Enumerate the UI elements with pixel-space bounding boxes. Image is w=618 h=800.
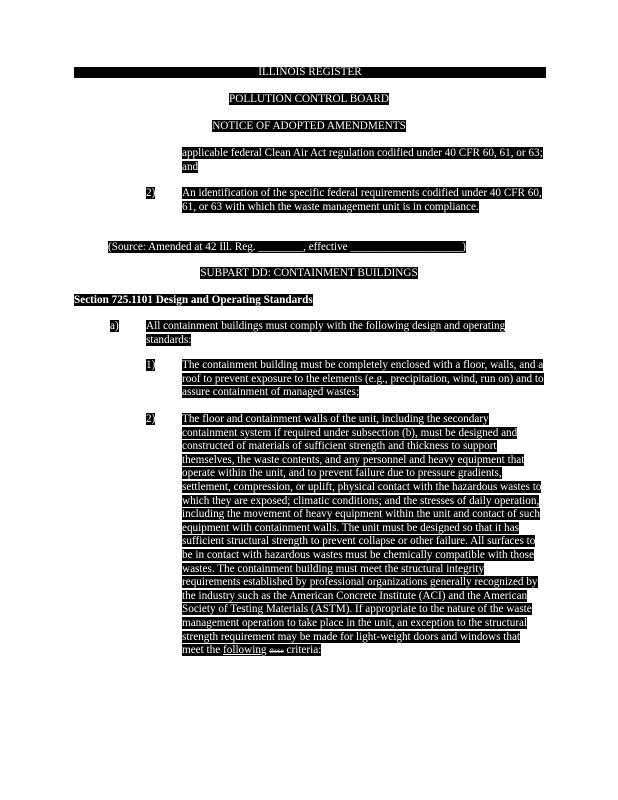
item-prev-2-text: An identification of the specific federal requirements codified under 40 CFR 60, 61, or 63 with which the waste management unit is in compliance. [182, 187, 542, 213]
register-title: ILLINOIS REGISTER [258, 66, 362, 78]
item-1-paragraph [182, 359, 544, 400]
board-title-row [0, 93, 618, 105]
item-2-number-row [146, 413, 155, 425]
section-title: Section 725.1101 Design and Operating Standards [74, 294, 313, 306]
item-2-inserted-word: following [223, 644, 267, 657]
item-2-struck-word: these [269, 647, 284, 656]
item-1-text: The containment building must be completely enclosed with a floor, walls, and a roof to prevent exposure to the elements (e.g., precipitation, wind, run on) and to assure containment of managed wastes; [182, 359, 544, 399]
item-prev-2-number-row [146, 187, 155, 199]
board-title: POLLUTION CONTROL BOARD [229, 93, 389, 105]
item-2-number: 2) [146, 413, 156, 425]
source-line-row [108, 241, 466, 253]
item-1-number: 1) [146, 359, 156, 371]
subpart-title: SUBPART DD: CONTAINMENT BUILDINGS [200, 267, 418, 279]
subpart-title-row [0, 267, 618, 279]
item-2-tail: criteria: [286, 644, 322, 657]
sub-a-paragraph [146, 320, 544, 347]
sub-a-label-row [110, 320, 119, 332]
section-title-row [74, 294, 313, 306]
notice-title: NOTICE OF ADOPTED AMENDMENTS [212, 120, 406, 132]
item-prev-2-number: 2) [146, 187, 156, 199]
header-register-bar [74, 67, 546, 78]
source-line: (Source: Amended at 42 Ill. Reg. ________, effective ____________________) [108, 241, 467, 253]
item-prev-2-paragraph [182, 187, 544, 214]
sub-a-label: a) [110, 320, 119, 332]
notice-title-row [0, 120, 618, 132]
sub-a-text: All containment buildings must comply with the following design and operating standards: [146, 320, 506, 346]
carryover-paragraph [182, 147, 544, 174]
carryover-text: applicable federal Clean Air Act regulation codified under 40 CFR 60, 61, or 63; and [182, 147, 543, 173]
item-1-number-row [146, 359, 155, 371]
item-2-text: The floor and containment walls of the unit, including the secondary containment system if required under subsection (b), must be designed and constructed of materials of sufficient strength and thickness to support themselves, the waste contents, and any personnel and heavy equipment that operate within the unit, and to prevent failure due to pressure gradients, settlement, compression, or uplift, physical contact with the hazardous wastes to which they are exposed; climatic conditions; and the stresses of daily operation, including the movement of heavy equipment within the unit and contact of such equipment with containment walls. The unit must be designed so that it has sufficient structural strength to prevent collapse or other failure. All surfaces to be in contact with hazardous wastes must be chemically compatible with those wastes. The containment building must meet the structural integrity requirements established by professional organizations generally recognized by the industry such as the American Concrete Institute (ACI) and the American Society of Testing Materials (ASTM). If appropriate to the nature of the waste management operation to take place in the unit, an exception to the structural strength requirement may be made for light-weight doors and windows that meet the [182, 413, 542, 657]
item-2-paragraph [182, 413, 544, 659]
